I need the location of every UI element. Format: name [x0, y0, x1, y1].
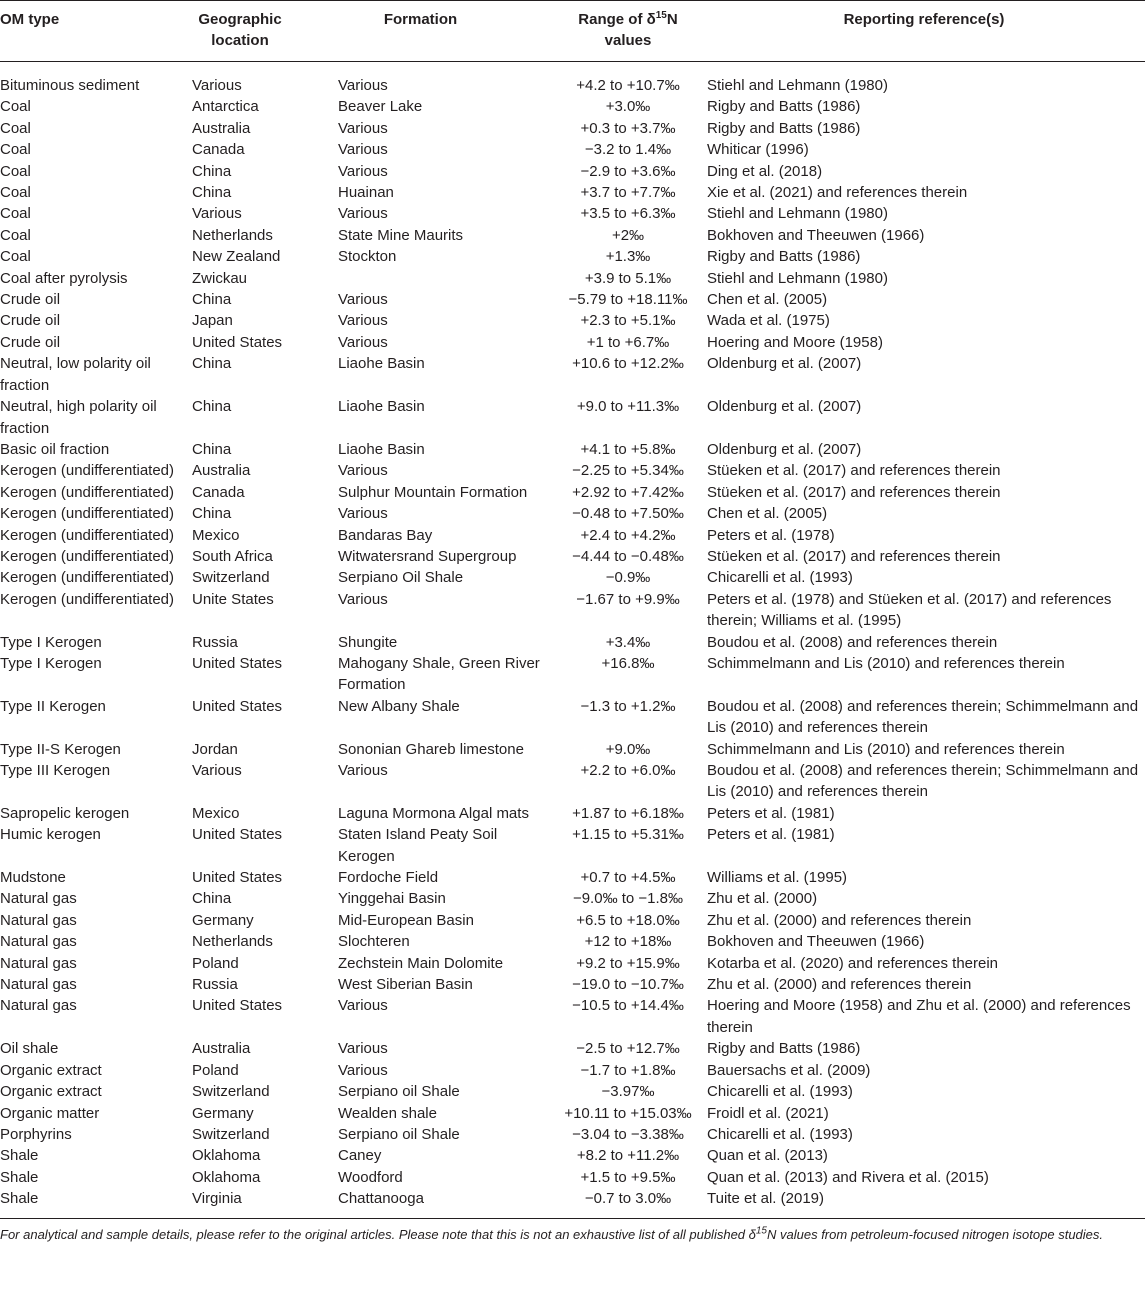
- table-row: [0, 739, 1145, 760]
- cell-reference: Chen et al. (2005): [707, 291, 828, 309]
- cell-range: −0.9‰: [605, 569, 651, 587]
- cell-om-type: Kerogen (undifferentiated): [0, 590, 175, 608]
- cell-location: Virginia: [192, 1190, 242, 1208]
- table-row: [0, 1103, 1145, 1124]
- cell-location: Unite States: [192, 590, 274, 608]
- cell-location: China: [192, 505, 232, 523]
- cell-reference: Zhu et al. (2000) and references therein: [707, 976, 972, 994]
- table-row: [0, 525, 1145, 546]
- table-row: [0, 888, 1145, 909]
- cell-location: Poland: [192, 1061, 239, 1079]
- cell-formation: Wealden shale: [338, 1104, 437, 1122]
- cell-formation: Zechstein Main Dolomite: [338, 954, 504, 972]
- cell-formation: Mahogany Shale, Green River Formation: [338, 654, 540, 694]
- header-range-suffix: N values: [604, 11, 678, 49]
- cell-location: China: [192, 291, 232, 309]
- cell-om-type: Organic extract: [0, 1083, 102, 1101]
- table-row: [0, 62, 1145, 97]
- table-row: [0, 931, 1145, 952]
- cell-reference: Zhu et al. (2000) and references therein: [707, 911, 972, 929]
- cell-om-type: Basic oil fraction: [0, 440, 110, 458]
- table-row: [0, 546, 1145, 567]
- table-body: [0, 62, 1145, 1218]
- header-reference: Reporting reference(s): [703, 1, 1145, 62]
- cell-location: Canada: [192, 483, 245, 501]
- cell-reference: Schimmelmann and Lis (2010) and references therein: [707, 740, 1065, 758]
- cell-reference: Oldenburg et al. (2007): [707, 398, 862, 416]
- table-row: [0, 161, 1145, 182]
- cell-formation: Various: [338, 77, 388, 94]
- cell-om-type: Natural gas: [0, 890, 77, 908]
- cell-formation: Various: [338, 762, 388, 779]
- table-row: [0, 503, 1145, 524]
- cell-formation: West Siberian Basin: [338, 976, 473, 994]
- cell-range: −4.44 to −0.48‰: [572, 547, 684, 565]
- cell-om-type: Crude oil: [0, 312, 61, 330]
- table-row: [0, 974, 1145, 995]
- footnote-sup: 15: [755, 1225, 767, 1237]
- cell-om-type: Porphyrins: [0, 1125, 72, 1143]
- cell-reference: Chicarelli et al. (1993): [707, 569, 853, 587]
- cell-range: +3.4‰: [605, 633, 651, 651]
- cell-location: Various: [192, 205, 242, 223]
- cell-om-type: Kerogen (undifferentiated): [0, 462, 175, 480]
- cell-om-type: Natural gas: [0, 976, 77, 994]
- cell-range: −3.04 to −3.38‰: [572, 1125, 684, 1143]
- cell-formation: Various: [338, 119, 388, 137]
- cell-range: +12 to +18‰: [584, 933, 672, 951]
- cell-location: Various: [192, 77, 242, 94]
- cell-reference: Stiehl and Lehmann (1980): [707, 269, 888, 287]
- cell-reference: Boudou et al. (2008) and references therein: [707, 633, 998, 651]
- cell-om-type: Crude oil: [0, 333, 61, 351]
- cell-om-type: Coal: [0, 248, 31, 266]
- table-row: [0, 1124, 1145, 1145]
- cell-om-type: Type II-S Kerogen: [0, 740, 121, 758]
- table-row: [0, 332, 1145, 353]
- cell-location: Germany: [192, 1104, 254, 1122]
- cell-reference: Chicarelli et al. (1993): [707, 1083, 853, 1101]
- cell-formation: Various: [338, 333, 388, 351]
- header-range: [553, 1, 703, 62]
- cell-om-type: Shale: [0, 1168, 39, 1186]
- table-row: [0, 1145, 1145, 1166]
- cell-om-type: Humic kerogen: [0, 826, 101, 844]
- cell-location: Japan: [192, 312, 233, 330]
- cell-om-type: Organic extract: [0, 1061, 102, 1079]
- cell-reference: Wada et al. (1975): [707, 312, 830, 330]
- cell-reference: Stüeken et al. (2017) and references therein: [707, 462, 1001, 480]
- cell-om-type: Coal: [0, 162, 31, 180]
- cell-location: China: [192, 162, 232, 180]
- footnote-text-2: N values from petroleum-focused nitrogen isotope studies.: [767, 1226, 1104, 1242]
- cell-location: Switzerland: [192, 1125, 270, 1143]
- table-row: [0, 482, 1145, 503]
- cell-range: −0.7 to 3.0‰: [584, 1190, 672, 1208]
- cell-reference: Peters et al. (1981): [707, 804, 835, 822]
- cell-om-type: Bituminous sediment: [0, 77, 140, 94]
- cell-reference: Stiehl and Lehmann (1980): [707, 77, 888, 94]
- table-row: [0, 439, 1145, 460]
- cell-formation: Various: [338, 205, 388, 223]
- cell-range: −10.5 to +14.4‰: [572, 997, 684, 1015]
- cell-om-type: Coal: [0, 119, 31, 137]
- cell-om-type: Kerogen (undifferentiated): [0, 547, 175, 565]
- cell-location: China: [192, 355, 232, 373]
- cell-reference: Kotarba et al. (2020) and references therein: [707, 954, 999, 972]
- cell-reference: Boudou et al. (2008) and references therein; Schimmelmann and Lis (2010) and references therein: [707, 697, 1139, 737]
- cell-range: +3.0‰: [605, 98, 651, 116]
- cell-range: −1.3 to +1.2‰: [580, 697, 676, 715]
- cell-reference: Rigby and Batts (1986): [707, 248, 861, 266]
- cell-om-type: Kerogen (undifferentiated): [0, 526, 175, 544]
- table-row: [0, 653, 1145, 696]
- cell-formation: Laguna Mormona Algal mats: [338, 804, 529, 822]
- cell-formation: Various: [338, 505, 388, 523]
- cell-location: Mexico: [192, 804, 240, 822]
- table-row: [0, 1167, 1145, 1188]
- cell-formation: Beaver Lake: [338, 98, 423, 116]
- cell-range: +1.15 to +5.31‰: [572, 826, 684, 844]
- table-row: [0, 460, 1145, 481]
- cell-range: +4.1 to +5.8‰: [580, 440, 676, 458]
- cell-om-type: Natural gas: [0, 933, 77, 951]
- cell-formation: Various: [338, 590, 388, 608]
- table-row: [0, 696, 1145, 739]
- cell-location: Poland: [192, 954, 239, 972]
- cell-reference: Stiehl and Lehmann (1980): [707, 205, 888, 223]
- cell-location: United States: [192, 997, 283, 1015]
- cell-location: Australia: [192, 1040, 251, 1058]
- cell-formation: Liaohe Basin: [338, 398, 425, 416]
- cell-range: +2‰: [611, 226, 645, 244]
- cell-reference: Quan et al. (2013): [707, 1147, 828, 1165]
- cell-location: Oklahoma: [192, 1168, 261, 1186]
- cell-formation: Liaohe Basin: [338, 355, 425, 373]
- cell-om-type: Crude oil: [0, 291, 61, 309]
- cell-om-type: Natural gas: [0, 997, 77, 1015]
- cell-range: +0.3 to +3.7‰: [580, 119, 676, 137]
- cell-location: Canada: [192, 141, 245, 159]
- cell-formation: Various: [338, 312, 388, 330]
- table-row: [0, 803, 1145, 824]
- cell-formation: State Mine Maurits: [338, 226, 464, 244]
- cell-om-type: Kerogen (undifferentiated): [0, 569, 175, 587]
- cell-om-type: Mudstone: [0, 869, 66, 887]
- cell-om-type: Type III Kerogen: [0, 762, 111, 779]
- cell-range: +16.8‰: [601, 654, 655, 672]
- cell-formation: Sulphur Mountain Formation: [338, 483, 528, 501]
- cell-reference: Rigby and Batts (1986): [707, 1040, 861, 1058]
- cell-formation: Slochteren: [338, 933, 410, 951]
- cell-formation: Various: [338, 1040, 388, 1058]
- cell-location: China: [192, 184, 232, 202]
- table-row: [0, 310, 1145, 331]
- cell-om-type: Coal: [0, 205, 31, 223]
- cell-formation: Various: [338, 162, 388, 180]
- cell-range: +3.9 to 5.1‰: [584, 269, 672, 287]
- cell-location: Russia: [192, 633, 238, 651]
- cell-om-type: Oil shale: [0, 1040, 59, 1058]
- cell-om-type: Coal: [0, 141, 31, 159]
- cell-location: Switzerland: [192, 569, 270, 587]
- table-row: [0, 289, 1145, 310]
- cell-location: China: [192, 398, 232, 416]
- cell-reference: Boudou et al. (2008) and references therein; Schimmelmann and Lis (2010) and references therein: [707, 762, 1139, 801]
- cell-om-type: Coal: [0, 98, 31, 116]
- cell-range: +6.5 to +18.0‰: [576, 911, 680, 929]
- table-row: [0, 910, 1145, 931]
- cell-reference: Tuite et al. (2019): [707, 1190, 825, 1208]
- cell-location: United States: [192, 826, 283, 844]
- table-row: [0, 953, 1145, 974]
- cell-om-type: Coal: [0, 184, 31, 202]
- cell-formation: Sononian Ghareb limestone: [338, 740, 524, 758]
- cell-formation: Huainan: [338, 184, 394, 202]
- cell-range: +10.11 to +15.03‰: [564, 1104, 692, 1122]
- cell-location: Oklahoma: [192, 1147, 261, 1165]
- cell-reference: Schimmelmann and Lis (2010) and references therein: [707, 654, 1065, 672]
- table-row: [0, 867, 1145, 888]
- cell-reference: Rigby and Batts (1986): [707, 119, 861, 137]
- cell-reference: Williams et al. (1995): [707, 869, 848, 887]
- table-row: [0, 225, 1145, 246]
- cell-reference: Peters et al. (1978): [707, 526, 835, 544]
- cell-formation: Mid-European Basin: [338, 911, 474, 929]
- table-row: [0, 246, 1145, 267]
- cell-range: −2.5 to +12.7‰: [576, 1040, 680, 1058]
- cell-formation: [338, 268, 553, 289]
- cell-formation: Serpiano oil Shale: [338, 1083, 460, 1101]
- cell-reference: Quan et al. (2013) and Rivera et al. (2015): [707, 1168, 989, 1186]
- cell-range: −1.67 to +9.9‰: [576, 590, 680, 608]
- cell-range: −19.0 to −10.7‰: [572, 976, 684, 994]
- cell-om-type: Kerogen (undifferentiated): [0, 483, 175, 501]
- cell-location: Switzerland: [192, 1083, 270, 1101]
- cell-range: −0.48 to +7.50‰: [572, 505, 684, 523]
- cell-range: −3.97‰: [601, 1083, 655, 1101]
- cell-om-type: Kerogen (undifferentiated): [0, 505, 175, 523]
- cell-location: Australia: [192, 119, 251, 137]
- cell-formation: Chattanooga: [338, 1190, 424, 1208]
- cell-range: +2.92 to +7.42‰: [572, 483, 684, 501]
- table-row: [0, 995, 1145, 1038]
- cell-range: +9.0 to +11.3‰: [576, 398, 680, 416]
- table-row: [0, 268, 1145, 289]
- footnote-text-1: For analytical and sample details, please refer to the original articles. Please note that this is not an exhaustive list of all published δ: [0, 1226, 756, 1242]
- table-row: [0, 203, 1145, 224]
- cell-reference: Peters et al. (1981): [707, 826, 835, 844]
- cell-formation: Various: [338, 141, 388, 159]
- cell-formation: Yinggehai Basin: [338, 890, 446, 908]
- table-row: [0, 96, 1145, 117]
- cell-reference: Rigby and Batts (1986): [707, 98, 861, 116]
- table-row: [0, 182, 1145, 203]
- table-row: [0, 632, 1145, 653]
- cell-range: −1.7 to +1.8‰: [580, 1061, 676, 1079]
- cell-location: Zwickau: [192, 269, 248, 287]
- cell-location: Germany: [192, 911, 254, 929]
- cell-om-type: Natural gas: [0, 954, 77, 972]
- cell-reference: Stüeken et al. (2017) and references therein: [707, 547, 1001, 565]
- cell-range: +2.2 to +6.0‰: [580, 762, 676, 779]
- cell-formation: Various: [338, 997, 388, 1015]
- header-om-type: OM type: [0, 1, 192, 62]
- table-row: [0, 118, 1145, 139]
- cell-om-type: Natural gas: [0, 911, 77, 929]
- cell-range: +3.7 to +7.7‰: [580, 184, 676, 202]
- header-formation: Formation: [338, 1, 553, 62]
- cell-range: +10.6 to +12.2‰: [572, 355, 684, 373]
- table-row: [0, 1188, 1145, 1217]
- cell-location: Russia: [192, 976, 238, 994]
- cell-range: +9.2 to +15.9‰: [576, 954, 680, 972]
- cell-reference: Xie et al. (2021) and references therein: [707, 184, 968, 202]
- cell-location: United States: [192, 869, 283, 887]
- cell-location: Mexico: [192, 526, 240, 544]
- table-row: [0, 139, 1145, 160]
- cell-location: Various: [192, 762, 242, 779]
- cell-reference: Zhu et al. (2000): [707, 890, 818, 908]
- cell-formation: Bandaras Bay: [338, 526, 433, 544]
- cell-om-type: Shale: [0, 1147, 39, 1165]
- cell-reference: Chen et al. (2005): [707, 505, 828, 523]
- cell-formation: Serpiano Oil Shale: [338, 569, 464, 587]
- cell-range: +2.4 to +4.2‰: [580, 526, 676, 544]
- cell-location: Netherlands: [192, 226, 273, 244]
- cell-reference: Oldenburg et al. (2007): [707, 440, 862, 458]
- cell-location: United States: [192, 697, 283, 715]
- cell-formation: Stockton: [338, 248, 397, 266]
- cell-range: +2.3 to +5.1‰: [580, 312, 676, 330]
- header-range-sup: 15: [655, 10, 667, 21]
- cell-range: −3.2 to 1.4‰: [584, 141, 672, 159]
- cell-location: United States: [192, 654, 283, 672]
- cell-formation: Various: [338, 291, 388, 309]
- cell-formation: Liaohe Basin: [338, 440, 425, 458]
- cell-om-type: Coal after pyrolysis: [0, 269, 128, 287]
- table-row: [0, 824, 1145, 867]
- cell-location: China: [192, 440, 232, 458]
- cell-om-type: Neutral, high polarity oil fraction: [0, 398, 157, 437]
- table-row: [0, 760, 1145, 803]
- cell-location: Australia: [192, 462, 251, 480]
- cell-formation: Fordoche Field: [338, 869, 439, 887]
- cell-om-type: Organic matter: [0, 1104, 100, 1122]
- cell-range: +4.2 to +10.7‰: [576, 77, 680, 94]
- cell-location: Netherlands: [192, 933, 273, 951]
- cell-range: +1 to +6.7‰: [586, 333, 670, 351]
- cell-range: +0.7 to +4.5‰: [580, 869, 676, 887]
- cell-formation: Serpiano oil Shale: [338, 1125, 460, 1143]
- cell-om-type: Coal: [0, 226, 31, 244]
- cell-formation: Woodford: [338, 1168, 403, 1186]
- cell-reference: Hoering and Moore (1958) and Zhu et al. (2000) and references therein: [707, 997, 1131, 1036]
- cell-formation: Various: [338, 462, 388, 480]
- header-location: Geographic location: [192, 1, 338, 62]
- table-row: [0, 396, 1145, 439]
- cell-om-type: Type I Kerogen: [0, 654, 102, 672]
- cell-reference: Bokhoven and Theeuwen (1966): [707, 933, 925, 951]
- table-row: [0, 1081, 1145, 1102]
- cell-reference: Peters et al. (1978) and Stüeken et al. (2017) and references therein; Williams et al. (1995): [707, 590, 1112, 630]
- cell-formation: Staten Island Peaty Soil Kerogen: [338, 826, 498, 865]
- cell-om-type: Type II Kerogen: [0, 697, 106, 715]
- cell-location: China: [192, 890, 232, 908]
- cell-location: Jordan: [192, 740, 238, 758]
- table-row: [0, 589, 1145, 632]
- cell-formation: Caney: [338, 1147, 382, 1165]
- cell-reference: Froidl et al. (2021): [707, 1104, 829, 1122]
- cell-range: +9.0‰: [605, 740, 651, 758]
- cell-formation: New Albany Shale: [338, 697, 460, 715]
- cell-reference: Ding et al. (2018): [707, 162, 823, 180]
- cell-reference: Bokhoven and Theeuwen (1966): [707, 226, 925, 244]
- cell-formation: Various: [338, 1061, 388, 1079]
- cell-range: +1.87 to +6.18‰: [572, 804, 684, 822]
- cell-om-type: Type I Kerogen: [0, 633, 102, 651]
- header-range-prefix: Range of δ: [578, 11, 656, 28]
- cell-range: −2.25 to +5.34‰: [572, 462, 684, 480]
- cell-range: +3.5 to +6.3‰: [580, 205, 676, 223]
- cell-location: New Zealand: [192, 248, 281, 266]
- table-header: [0, 1, 1145, 62]
- cell-reference: Stüeken et al. (2017) and references therein: [707, 483, 1001, 501]
- table-row: [0, 1060, 1145, 1081]
- table-row: [0, 567, 1145, 588]
- table-footnote: [0, 1218, 1145, 1244]
- cell-location: United States: [192, 333, 283, 351]
- cell-reference: Chicarelli et al. (1993): [707, 1125, 853, 1143]
- cell-formation: Witwatersrand Supergroup: [338, 547, 517, 565]
- cell-reference: Bauersachs et al. (2009): [707, 1061, 871, 1079]
- table-row: [0, 1038, 1145, 1059]
- cell-range: +1.3‰: [605, 248, 651, 266]
- cell-reference: Whiticar (1996): [707, 141, 809, 159]
- cell-location: Antarctica: [192, 98, 259, 116]
- cell-reference: Hoering and Moore (1958): [707, 333, 883, 351]
- table-row: [0, 353, 1145, 396]
- cell-om-type: Sapropelic kerogen: [0, 804, 130, 822]
- cell-om-type: Shale: [0, 1190, 39, 1208]
- cell-range: −9.0‰ to −1.8‰: [572, 890, 684, 908]
- cell-range: −5.79 to +18.11‰: [568, 291, 688, 309]
- cell-range: +8.2 to +11.2‰: [576, 1147, 680, 1165]
- cell-formation: Shungite: [338, 633, 398, 651]
- cell-location: South Africa: [192, 547, 273, 565]
- cell-range: +1.5 to +9.5‰: [580, 1168, 676, 1186]
- cell-reference: Oldenburg et al. (2007): [707, 355, 862, 373]
- cell-range: −2.9 to +3.6‰: [580, 162, 676, 180]
- cell-om-type: Neutral, low polarity oil fraction: [0, 355, 151, 394]
